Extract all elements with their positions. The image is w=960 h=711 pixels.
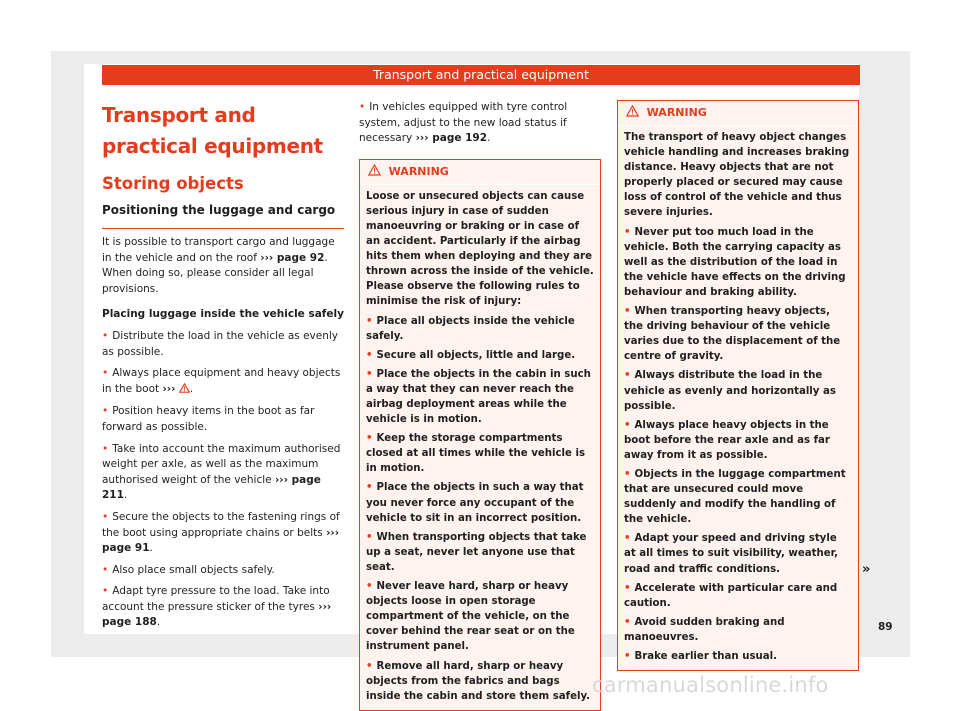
bullet-icon: • <box>366 660 373 672</box>
warning-box <box>359 159 601 711</box>
placing-heading: Placing luggage inside the vehicle safely <box>102 308 344 321</box>
warning-header: WARNING <box>618 101 858 126</box>
list-item: • Place the objects in such a way that you never force any occupant of the vehicle to sit in an incorrect position. <box>366 482 584 524</box>
list-item: • Distribute the load in the vehicle as evenly as possible. <box>102 329 338 358</box>
page-reference-link[interactable]: ››› page 91 <box>102 526 340 555</box>
bullet-icon: • <box>624 651 631 662</box>
list-item: • Always place equipment and heavy objects in the boot ››› . <box>102 366 344 398</box>
watermark: carmanualsonline.info <box>592 673 829 697</box>
list-item: • Place the objects in the cabin in such a way that they can never reach the airbag deployment areas while the vehicle is in motion. <box>366 368 591 426</box>
warning-body <box>360 185 600 710</box>
list-item: • Place all objects inside the vehicle safely. <box>366 315 575 342</box>
bullet-icon: • <box>624 226 631 238</box>
bullet-icon: • <box>102 563 109 576</box>
page-number: 89 <box>878 621 893 633</box>
list-item: • Accelerate with particular care and caution. <box>624 582 838 609</box>
list-item: • Position heavy items in the boot as far forward as possible. <box>102 405 315 433</box>
column-1 <box>102 100 344 637</box>
list-item: • In vehicles equipped with tyre control system, adjust to the new load status if necessary ››› page 192. <box>359 101 568 145</box>
warning-triangle-icon <box>368 164 381 180</box>
list-item: • Never put too much load in the vehicle. Both the carrying capacity as well as the distribution of the load in the vehicle have effects on the driving behaviour and braking ability. <box>624 226 846 298</box>
list-item: • Always distribute the load in the vehicle as evenly and horizontally as possible. <box>624 370 836 412</box>
running-header: Transport and practical equipment <box>102 65 860 85</box>
bullet-icon: • <box>624 533 631 545</box>
list-item: • Avoid sudden braking and manoeuvres. <box>624 616 785 643</box>
bullet-icon: • <box>624 419 631 431</box>
bullet-icon: • <box>359 101 366 113</box>
chapter-title: Transport and practical equipment <box>102 103 323 158</box>
bullet-icon: • <box>624 616 631 628</box>
bullet-icon: • <box>102 367 109 380</box>
list-item: • Secure all objects, little and large. <box>366 349 576 361</box>
list-item: • Remove all hard, sharp or heavy objects from the fabrics and bags inside the cabin and store them safely. <box>366 660 591 702</box>
warning-header: WARNING <box>360 160 600 185</box>
page-reference-link[interactable]: ››› page 188 <box>102 600 332 629</box>
list-item: • Never leave hard, sharp or heavy objects loose in open storage compartment of the vehicle, on the cover behind the rear seat or on the instrument panel. <box>366 581 575 653</box>
bullet-icon: • <box>624 468 631 480</box>
warning-body <box>618 126 858 670</box>
bullet-icon: • <box>366 482 373 494</box>
page-reference-link[interactable]: ››› page 92 <box>260 251 325 264</box>
intro-paragraph: It is possible to transport cargo and luggage in the vehicle and on the roof ››› page 92. When doing so, please consider all legal provisions. <box>102 236 335 295</box>
bullet-icon: • <box>366 368 373 380</box>
page-reference-link[interactable]: ››› page 211 <box>102 473 321 502</box>
warning-box <box>617 100 859 671</box>
bullet-icon: • <box>366 433 373 445</box>
bullet-icon: • <box>102 585 109 598</box>
list-item: • Adapt tyre pressure to the load. Take into account the pressure sticker of the tyres ››› page 188. <box>102 585 332 629</box>
list-item: • When transporting objects that take up a seat, never let anyone use that seat. <box>366 531 587 573</box>
bullet-icon: • <box>624 370 631 382</box>
list-item: • Objects in the luggage compartment that are unsecured could move suddenly and modify the handling of the vehicle. <box>624 468 846 526</box>
bullet-icon: • <box>366 581 373 593</box>
bullet-icon: • <box>366 315 373 327</box>
subsection-title: Positioning the luggage and cargo <box>102 202 344 229</box>
warning-triangle-icon <box>626 105 639 121</box>
column-3 <box>617 100 859 671</box>
list-item: • When transporting heavy objects, the driving behaviour of the vehicle varies due to the displacement of the centre of gravity. <box>624 306 841 363</box>
warning-triangle-icon <box>179 383 190 399</box>
list-item: • Always place heavy objects in the boot before the rear axle and as far away from it as possible. <box>624 419 830 461</box>
warning-intro: Loose or unsecured objects can cause serious injury in case of sudden manoeuvring or braking or in case of an accident. Particularly if the airbag hits them when deploying and they are thrown across the inside of the vehicle. Please observe the following rules to minimise the risk of injury: <box>366 190 594 308</box>
page-reference-link[interactable]: ››› page 192 <box>415 132 488 145</box>
list-item: • Keep the storage compartments closed at all times while the vehicle is in motion. <box>366 433 586 475</box>
list-item: • Brake earlier than usual. <box>624 651 778 662</box>
warning-reference-link[interactable]: ››› <box>162 382 176 395</box>
bullet-icon: • <box>102 442 109 455</box>
list-item: • Take into account the maximum authorised weight per axle, as well as the maximum authorised weight of the vehicle ››› page 211. <box>102 442 341 502</box>
bullet-icon: • <box>102 510 109 523</box>
bullet-icon: • <box>624 306 631 318</box>
bullet-icon: • <box>366 349 373 361</box>
column-2 <box>359 100 601 711</box>
list-item: • Also place small objects safely. <box>102 563 275 576</box>
warning-intro: The transport of heavy object changes vehicle handling and increases braking distance. Heavy objects that are not properly placed or secured may cause loss of control of the vehicle and thus severe injuries. <box>624 132 850 219</box>
bullet-icon: • <box>624 582 631 594</box>
continued-marker: » <box>862 562 871 577</box>
section-title: Storing objects <box>102 174 244 193</box>
bullet-icon: • <box>102 405 109 418</box>
bullet-icon: • <box>366 531 373 543</box>
list-item: • Secure the objects to the fastening rings of the boot using appropriate chains or belts ››› page 91. <box>102 510 340 555</box>
list-item: • Adapt your speed and driving style at all times to suit visibility, weather, road and traffic conditions. <box>624 533 839 575</box>
bullet-icon: • <box>102 329 109 342</box>
